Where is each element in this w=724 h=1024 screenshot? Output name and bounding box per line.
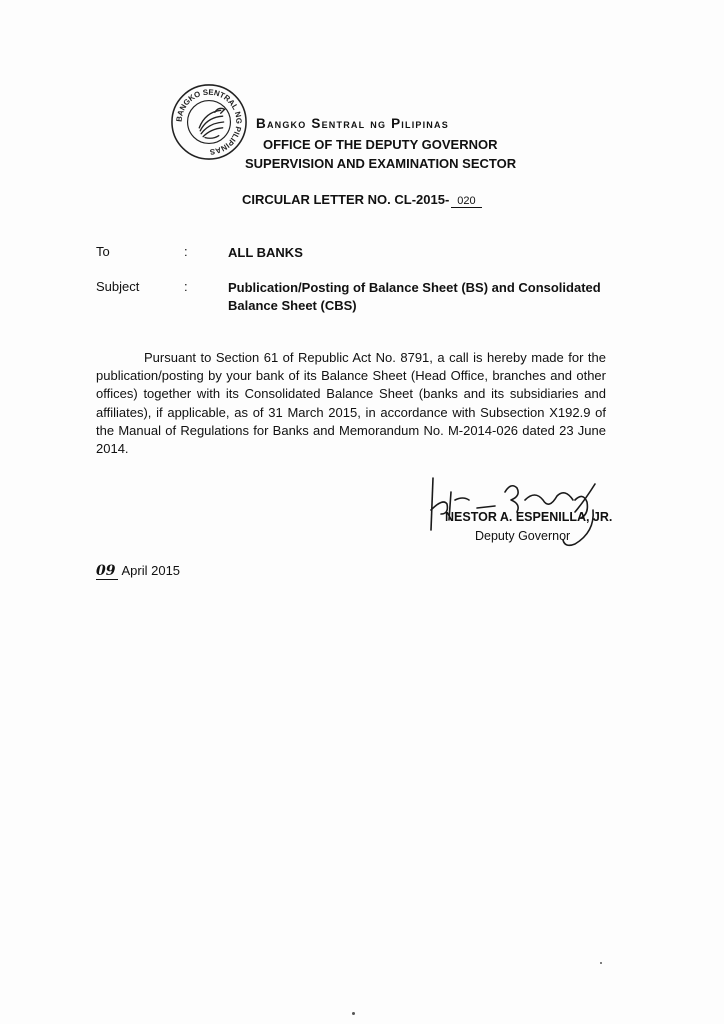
circular-number: 020 xyxy=(451,195,481,208)
to-label: To xyxy=(96,244,110,259)
bsp-seal-logo xyxy=(170,83,248,161)
date-day-handwritten: 09 xyxy=(96,563,118,580)
svg-text:BANGKO SENTRAL NG PILIPINAS: BANGKO SENTRAL NG PILIPINAS xyxy=(174,87,244,157)
circular-label: CIRCULAR LETTER NO. CL-2015- xyxy=(242,192,450,207)
circular-letter-number xyxy=(242,192,482,208)
scan-speck xyxy=(600,962,602,964)
date-month-year: April 2015 xyxy=(121,563,181,578)
document-date xyxy=(96,563,180,580)
sector-name: SUPERVISION AND EXAMINATION SECTOR xyxy=(245,156,517,171)
bank-name: Bangko Sentral ng Pilipinas xyxy=(256,116,449,131)
subject-value: Publication/Posting of Balance Sheet (BS) and Consolidated Balance Sheet (CBS) xyxy=(228,280,601,313)
subject-label: Subject xyxy=(96,279,140,294)
to-value: ALL BANKS xyxy=(228,245,303,260)
subject-colon: : xyxy=(184,279,188,294)
body-paragraph: Pursuant to Section 61 of Republic Act No. 8791, a call is hereby made for the publication/posting by your bank of its Balance Sheet (Head Office, branches and other offices) together with its Consolidated Balance Sheet (banks and its subsidiaries and affiliates), if applicable, as of 31 March 2015, in accordance with Subsection X192.9 of the Manual of Regulations for Banks and Memorandum No. M-2014-026 dated 23 June 2014. xyxy=(96,350,606,457)
signatory-name: NESTOR A. ESPENILLA, JR. xyxy=(445,510,613,524)
office-name: OFFICE OF THE DEPUTY GOVERNOR xyxy=(263,137,498,152)
scan-speck xyxy=(352,1012,355,1015)
signatory-title: Deputy Governor xyxy=(475,529,571,543)
to-colon: : xyxy=(184,244,188,259)
